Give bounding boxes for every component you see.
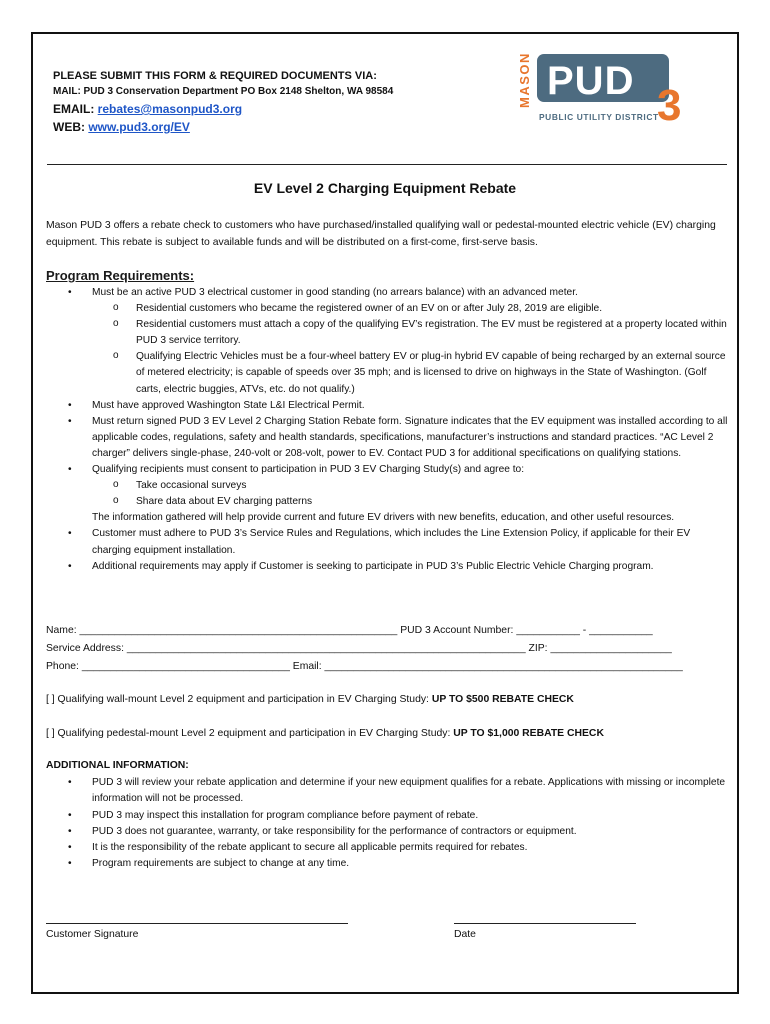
submit-instructions-heading: PLEASE SUBMIT THIS FORM & REQUIRED DOCUMENTS VIA: xyxy=(53,70,377,82)
additional-info-item: • PUD 3 will review your rebate application and determine if your new equipment qualifies for a rebate. Applications with missing or incomplete information will not be processed. xyxy=(46,775,728,808)
date-label: Date xyxy=(454,929,476,940)
wall-mount-label: Qualifying wall-mount Level 2 equipment and participation in EV Charging Study: xyxy=(54,694,432,705)
requirement-item: • Must have approved Washington State L&I Electrical Permit. xyxy=(46,398,728,414)
service-address-label: Service Address: xyxy=(46,643,127,654)
requirements-list xyxy=(46,285,728,575)
zip-field[interactable]: _____________________ xyxy=(550,643,672,654)
additional-info-item: • PUD 3 does not guarantee, warranty, or take responsibility for the performance of contractors or equipment. xyxy=(46,824,728,840)
pedestal-mount-option xyxy=(46,728,604,739)
requirement-item: • Additional requirements may apply if Customer is seeking to participate in PUD 3’s Public Electric Vehicle Charging program. xyxy=(46,559,728,575)
zip-label: ZIP: xyxy=(525,643,551,654)
requirement-subitem: o Take occasional surveys xyxy=(46,478,728,494)
customer-signature-line[interactable] xyxy=(46,923,348,924)
email-link[interactable]: rebates@masonpud3.org xyxy=(97,102,243,116)
date-line[interactable] xyxy=(454,923,636,924)
service-address-field[interactable]: _____________________________________________________________________ xyxy=(126,643,526,654)
additional-info-item: • PUD 3 may inspect this installation for program compliance before payment of rebate. xyxy=(46,808,728,824)
wall-mount-checkbox[interactable]: [ ] xyxy=(46,694,55,705)
form-title: EV Level 2 Charging Equipment Rebate xyxy=(253,180,517,196)
requirement-subitem: o Residential customers who became the registered owner of an EV on or after July 28, 2019 are eligible. xyxy=(46,301,728,317)
web-link[interactable]: www.pud3.org/EV xyxy=(88,120,190,134)
program-requirements-heading: Program Requirements: xyxy=(46,268,195,283)
email-contact xyxy=(53,102,242,116)
intro-paragraph: Mason PUD 3 offers a rebate check to customers who have purchased/installed qualifying wall or pedestal-mounted electric vehicle (EV) charging equipment. This rebate is subject to available funds and will be distributed on a first-come, first-serve basis. xyxy=(46,220,716,248)
logo-pud-text: PUD xyxy=(547,59,635,103)
requirement-item: • Customer must adhere to PUD 3’s Service Rules and Regulations, which includes the Line Extension Policy, if applicable for their EV charging equipment installation. xyxy=(46,526,728,558)
phone-email-row xyxy=(46,658,730,676)
web-contact xyxy=(53,120,190,134)
wall-mount-amount: UP TO $500 REBATE CHECK xyxy=(431,694,574,705)
additional-info-heading: ADDITIONAL INFORMATION: xyxy=(46,760,189,771)
additional-info-item: • It is the responsibility of the rebate applicant to secure all applicable permits required for rebates. xyxy=(46,840,728,856)
requirement-subitem: o Share data about EV charging patterns xyxy=(46,494,728,510)
requirement-note: The information gathered will help provide current and future EV drivers with new benefits, education, and other useful resources. xyxy=(92,512,675,524)
email-field[interactable]: ______________________________________________________________ xyxy=(324,661,683,672)
requirement-item: • Must be an active PUD 3 electrical customer in good standing (no arrears balance) with an advanced meter. xyxy=(46,285,728,301)
email-field-label: Email: xyxy=(289,661,325,672)
logo-number: 3 xyxy=(657,81,682,128)
mail-address: MAIL: PUD 3 Conservation Department PO Box 2148 Shelton, WA 98584 xyxy=(53,86,394,97)
phone-label: Phone: xyxy=(46,661,82,672)
name-field[interactable]: _______________________________________________________ xyxy=(79,625,398,636)
customer-signature-label: Customer Signature xyxy=(46,929,139,940)
rebate-form-page xyxy=(31,32,739,994)
pedestal-mount-amount: UP TO $1,000 REBATE CHECK xyxy=(453,728,604,739)
requirement-item: • Qualifying recipients must consent to participation in PUD 3 EV Charging Study(s) and agree to: xyxy=(46,462,728,478)
requirement-subitem: o Residential customers must attach a copy of the qualifying EV’s registration. The EV must be registered at a property located within PUD 3 service territory. xyxy=(46,317,728,349)
requirement-item: • Must return signed PUD 3 EV Level 2 Charging Station Rebate form. Signature indicates that the EV equipment was installed according to all applicable codes, regulations, safety and health standards, specifications, manufacturer’s instructions and standard practices. “AC Level 2 charger” delivers single-phase, 240-volt or 208-volt, power to EV. Contact PUD 3 for additional specifications on qualifying stations. xyxy=(46,414,728,462)
name-label: Name: xyxy=(46,625,80,636)
additional-info-item: • Program requirements are subject to change at any time. xyxy=(46,856,728,872)
logo-subtitle: PUBLIC UTILITY DISTRICT xyxy=(539,112,659,122)
pedestal-mount-label: Qualifying pedestal-mount Level 2 equipment and participation in EV Charging Study: xyxy=(54,728,454,739)
name-account-row xyxy=(46,622,730,640)
additional-info-list xyxy=(46,775,728,873)
web-label: WEB: xyxy=(53,120,89,134)
account-number-field[interactable]: ___________ - ___________ xyxy=(516,625,653,636)
requirement-subitem: o Qualifying Electric Vehicles must be a four-wheel battery EV or plug-in hybrid EV capable of being recharged by an external source of metered electricity; is capable of speeds over 35 mph; and is licensed to drive on highways in the State of Washington. (Golf carts, electric buggies, ATVs, etc. do not qualify.) xyxy=(46,349,728,397)
phone-field[interactable]: ____________________________________ xyxy=(81,661,290,672)
mason-pud3-logo xyxy=(517,48,697,128)
email-label: EMAIL: xyxy=(53,102,98,116)
customer-info-fields xyxy=(46,622,730,676)
address-zip-row xyxy=(46,640,730,658)
account-number-label: PUD 3 Account Number: xyxy=(397,625,517,636)
pedestal-mount-checkbox[interactable]: [ ] xyxy=(46,728,55,739)
logo-mason-text: MASON xyxy=(517,52,532,108)
wall-mount-option xyxy=(46,694,574,705)
header-divider xyxy=(47,164,727,165)
